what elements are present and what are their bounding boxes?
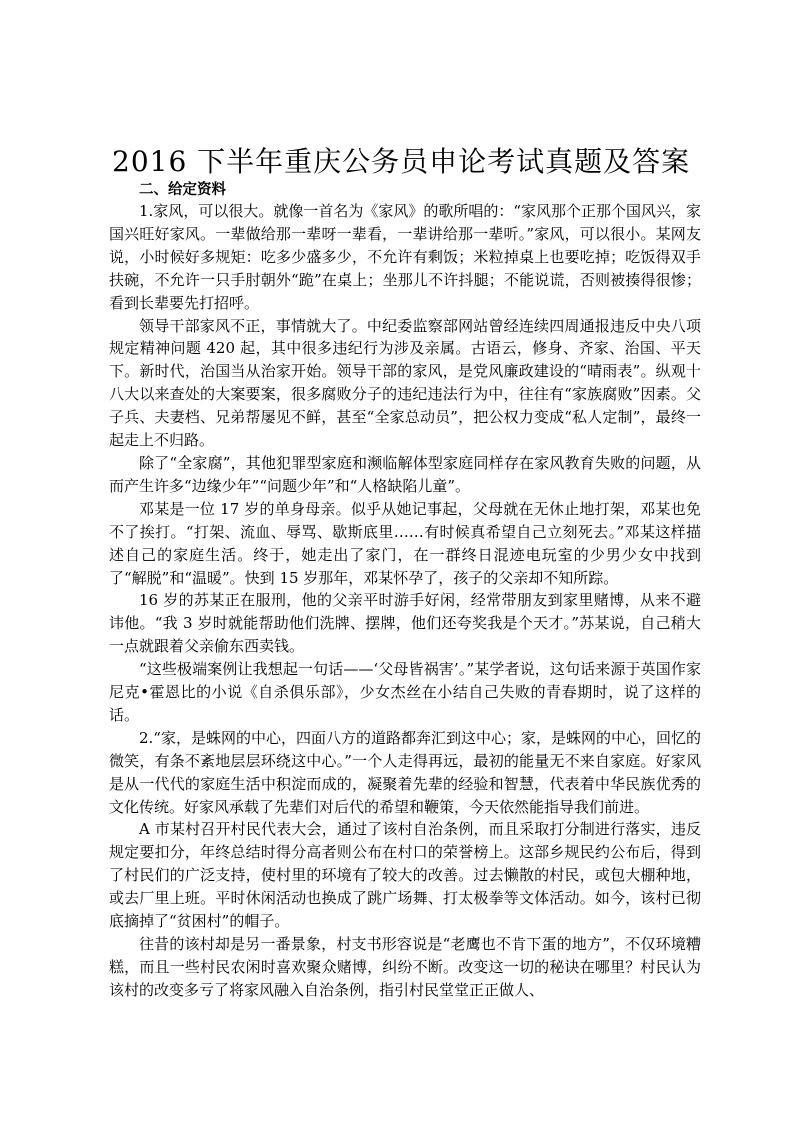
section-heading: 二、给定资料 xyxy=(139,182,226,198)
paragraph: A 市某村召开村民代表大会，通过了该村自治条例，而且采取打分制进行落实，违反规定要扣分，年终总结时得分高者则公布在村口的荣誉榜上。这部乡规民约公布后，得到了村民们的广泛支持，使村里的环境有了较大的改善。过去懒散的村民，或包大棚种地，或去厂里上班。平时休闲活动也换成了跳广场舞、打太极拳等文体活动。如今，该村已彻底摘掉了“贫困村”的帽子。 xyxy=(109,820,701,931)
paragraph: 除了“全家腐”，其他犯罪型家庭和濒临解体型家庭同样存在家风教育失败的问题，从而产生许多“边缘少年”“问题少年”和“人格缺陷儿童”。 xyxy=(109,453,701,495)
paragraph: 1.家风，可以很大。就像一首名为《家风》的歌所唱的：“家风那个正那个国风兴，家国兴旺好家风。一辈做给那一辈呀一辈看，一辈讲给那一辈听。”家风，可以很小。某网友说，小时候好多规矩：吃多少盛多少，不允许有剩饭；米粒掉桌上也要吃掉；吃饭得双手扶碗，不允许一只手肘朝外“跪”在桌上；坐那儿不许抖腿；不能说谎，否则被揍得很惨；看到长辈要先打招呼。 xyxy=(109,202,701,312)
document-body xyxy=(109,200,701,1002)
paragraph: 往昔的该村却是另一番景象，村支书形容说是“老鹰也不肯下蛋的地方”，不仅环境糟糕，而且一些村民农闲时喜欢聚众赌博，纠纷不断。改变这一切的秘诀在哪里？村民认为该村的改变多亏了将家风融入自治条例，指引村民堂堂正正做人、 xyxy=(109,935,701,999)
paragraph: 领导干部家风不正，事情就大了。中纪委监察部网站曾经连续四周通报违反中央八项规定精神问题 420 起，其中很多违纪行为涉及亲属。古语云，修身、齐家、治国、平天下。新时代，治国当从治家开始。领导干部的家风，是党风廉政建设的“晴雨表”。纵观十八大以来查处的大案要案，很多腐败分子的违纪违法行为中，往往有“家族腐败”因素。父子兵、夫妻档、兄弟帮屡见不鲜，甚至“全家总动员”，把公权力变成“私人定制”，最终一起走上不归路。 xyxy=(109,316,701,450)
paragraph: 邓某是一位 17 岁的单身母亲。似乎从她记事起，父母就在无休止地打架，邓某也免不了挨打。“打架、流血、辱骂、歇斯底里……有时候真希望自己立刻死去。”邓某这样描述自己的家庭生活。终于，她走出了家门，在一群终日混迹电玩室的少男少女中找到了“解脱”和“温暖”。快到 15 岁那年，邓某怀孕了，孩子的父亲却不知所踪。 xyxy=(109,499,701,587)
paragraph: 2.“家，是蛛网的中心，四面八方的道路都奔汇到这中心；家，是蛛网的中心，回忆的微笑，有条不紊地层层环绕这中心。”一个人走得再远，最初的能量无不来自家庭。好家风是从一代代的家庭生活中积淀而成的，凝聚着先辈的经验和智慧，代表着中华民族优秀的文化传统。好家风承载了先辈们对后代的希望和鞭策，今天依然能指导我们前进。 xyxy=(109,728,701,816)
paragraph: “这些极端案例让我想起一句话——‘父母皆祸害’。”某学者说，这句话来源于英国作家尼克•霍恩比的小说《自杀俱乐部》，少女杰丝在小结自己失败的青春期时，说了这样的话。 xyxy=(109,660,701,724)
paragraph: 16 岁的苏某正在服刑，他的父亲平时游手好闲，经常带朋友到家里赌博，从来不避讳他。“我 3 岁时就能帮助他们洗牌、摆牌，他们还夸奖我是个天才。”苏某说，自己稍大一点就跟着父亲偷东西卖钱。 xyxy=(109,591,701,656)
page-title: 2016 下半年重庆公务员申论考试真题及答案 xyxy=(112,145,691,178)
